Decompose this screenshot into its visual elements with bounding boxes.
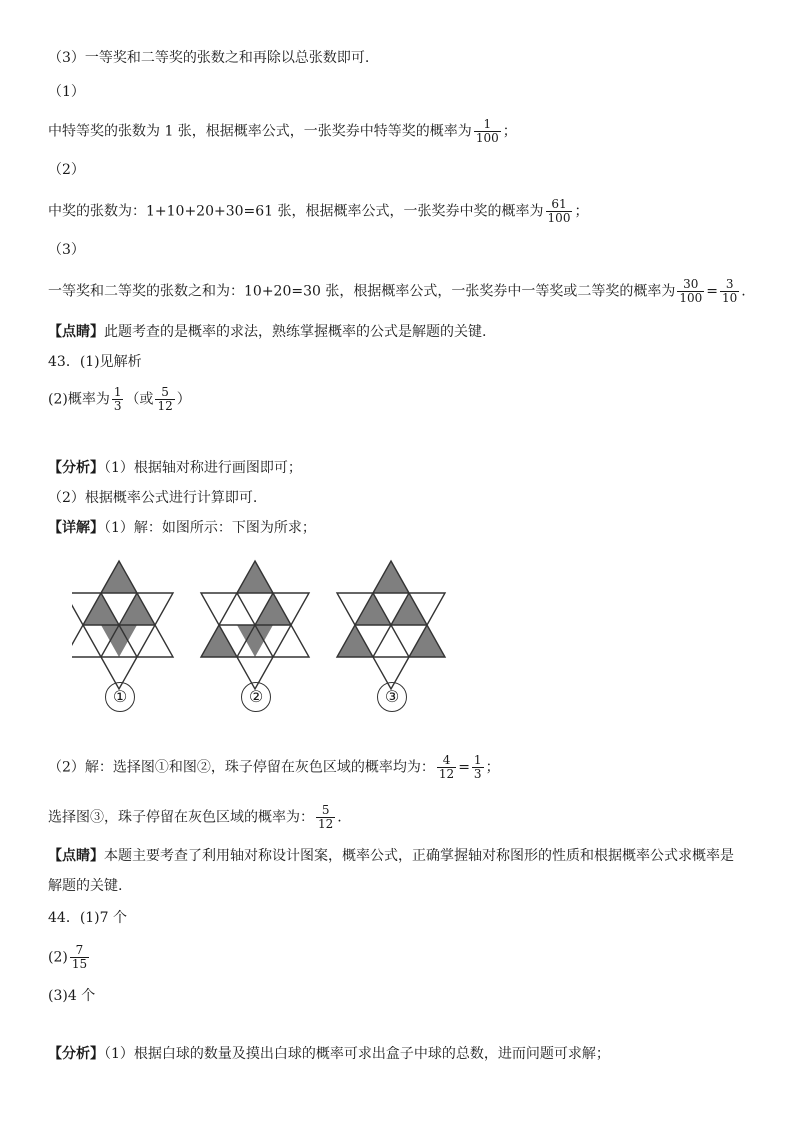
shaded-triangle bbox=[237, 561, 273, 593]
section-tag: 【分析】 bbox=[48, 460, 104, 476]
text-segment: (2) bbox=[48, 949, 68, 966]
fraction bbox=[155, 386, 174, 413]
fraction-numerator: 1 bbox=[473, 753, 482, 767]
fraction bbox=[112, 386, 124, 413]
shaded-triangle bbox=[101, 625, 137, 657]
shaded-triangle bbox=[337, 625, 373, 657]
question-number-line: 43．(1)见解析 bbox=[48, 354, 142, 370]
fraction-numerator: 7 bbox=[70, 944, 89, 958]
shaded-triangle bbox=[201, 625, 237, 657]
text-segment: ； bbox=[574, 203, 589, 220]
text-line bbox=[48, 322, 486, 342]
text-segment: (2)概率为 bbox=[48, 391, 110, 408]
text-line bbox=[48, 278, 746, 305]
section-tag: 【详解】 bbox=[48, 520, 104, 536]
fraction-numerator: 1 bbox=[113, 385, 122, 399]
figure-label-1: ① bbox=[105, 682, 135, 712]
text-segment: （或 bbox=[125, 391, 154, 408]
fraction-numerator: 5 bbox=[316, 804, 335, 818]
text-line: （2）根据概率公式进行计算即可. bbox=[48, 490, 258, 506]
shaded-triangle bbox=[255, 593, 291, 625]
fraction-denominator: 15 bbox=[71, 957, 88, 971]
shaded-triangle bbox=[119, 593, 155, 625]
section-tag: 【点睛】 bbox=[48, 848, 104, 864]
text-segment: 中特等奖的张数为 1 张，根据概率公式，一张奖券中特等奖的概率为 bbox=[48, 123, 472, 140]
question-number-line: 44．(1)7 个 bbox=[48, 910, 128, 926]
fraction-denominator: 3 bbox=[113, 399, 122, 413]
fraction-denominator: 10 bbox=[722, 291, 738, 305]
text-line bbox=[48, 846, 734, 866]
fraction-denominator: 12 bbox=[438, 767, 455, 781]
fraction bbox=[316, 804, 335, 831]
text-line bbox=[48, 944, 91, 971]
fraction-denominator: 100 bbox=[475, 131, 499, 145]
text-segment: ； bbox=[502, 123, 517, 140]
text-line bbox=[48, 1044, 610, 1064]
fraction-numerator: 30 bbox=[677, 278, 704, 292]
text-line bbox=[48, 518, 316, 538]
fraction-denominator: 100 bbox=[679, 291, 703, 305]
text-line bbox=[48, 118, 517, 145]
text-segment: 一等奖和二等奖的张数之和为：10+20=30 张，根据概率公式，一张奖券中一等奖或二等奖的概率为 bbox=[48, 283, 676, 300]
text-segment: 选择图③，珠子停留在灰色区域的概率为： bbox=[48, 809, 314, 826]
fraction-numerator: 61 bbox=[546, 198, 573, 212]
text-segment: 此题考查的是概率的求法，熟练掌握概率的公式是解题的关键. bbox=[104, 324, 487, 340]
text-segment: 中奖的张数为：1+10+20+30=61 张，根据概率公式，一张奖券中奖的概率为 bbox=[48, 203, 544, 220]
text-line bbox=[48, 458, 302, 478]
fraction-numerator: 1 bbox=[474, 118, 501, 132]
fraction bbox=[720, 278, 739, 305]
shaded-triangle bbox=[373, 561, 409, 593]
fraction bbox=[70, 944, 89, 971]
star-design-3 bbox=[337, 561, 445, 689]
text-line: （2） bbox=[48, 162, 85, 178]
fraction-denominator: 3 bbox=[473, 767, 482, 781]
section-tag: 【点睛】 bbox=[48, 324, 104, 340]
text-line: （1） bbox=[48, 84, 85, 100]
equals-sign: = bbox=[706, 283, 718, 300]
shaded-triangle bbox=[237, 625, 273, 657]
fraction-numerator: 4 bbox=[437, 754, 456, 768]
text-segment: 本题主要考查了利用轴对称设计图案，概率公式，正确掌握轴对称图形的性质和根据概率公式求概率是 bbox=[104, 848, 734, 864]
shaded-triangle bbox=[101, 561, 137, 593]
fraction-numerator: 5 bbox=[155, 386, 174, 400]
text-segment: （1）根据白球的数量及摸出白球的概率可求出盒子中球的总数，进而问题可求解； bbox=[104, 1046, 610, 1062]
text-line: 解题的关键. bbox=[48, 878, 123, 894]
text-segment: . bbox=[337, 809, 342, 826]
text-line: （3） bbox=[48, 242, 85, 258]
star-design-2 bbox=[201, 561, 309, 689]
text-line bbox=[48, 804, 342, 831]
equals-sign: = bbox=[458, 759, 470, 776]
section-tag: 【分析】 bbox=[48, 1046, 104, 1062]
fraction-denominator: 100 bbox=[547, 211, 571, 225]
fraction bbox=[546, 198, 573, 225]
star-design-1 bbox=[72, 561, 173, 689]
fraction bbox=[677, 278, 704, 305]
figure-label-2: ② bbox=[241, 682, 271, 712]
text-line: (3)4 个 bbox=[48, 988, 96, 1004]
text-line: （3）一等奖和二等奖的张数之和再除以总张数即可. bbox=[48, 50, 370, 66]
fraction-denominator: 12 bbox=[157, 399, 173, 413]
text-line bbox=[48, 754, 500, 781]
shaded-triangle bbox=[83, 593, 119, 625]
text-segment: （1）根据轴对称进行画图即可； bbox=[104, 460, 302, 476]
shaded-triangle bbox=[409, 625, 445, 657]
fraction bbox=[474, 118, 501, 145]
fraction-numerator: 3 bbox=[720, 278, 739, 292]
text-segment: （1）解：如图所示：下图为所求； bbox=[104, 520, 316, 536]
text-line bbox=[48, 198, 588, 225]
text-line bbox=[48, 386, 191, 413]
fraction-denominator: 12 bbox=[318, 817, 334, 831]
text-segment: . bbox=[741, 283, 746, 300]
figure-label-3: ③ bbox=[377, 682, 407, 712]
text-segment: ； bbox=[485, 759, 500, 776]
shaded-triangle bbox=[391, 593, 427, 625]
shaded-triangle bbox=[355, 593, 391, 625]
text-segment: ） bbox=[176, 391, 191, 408]
fraction bbox=[472, 754, 484, 781]
fraction bbox=[437, 754, 456, 781]
text-segment: （2）解：选择图①和图②，珠子停留在灰色区域的概率均为： bbox=[48, 759, 435, 776]
